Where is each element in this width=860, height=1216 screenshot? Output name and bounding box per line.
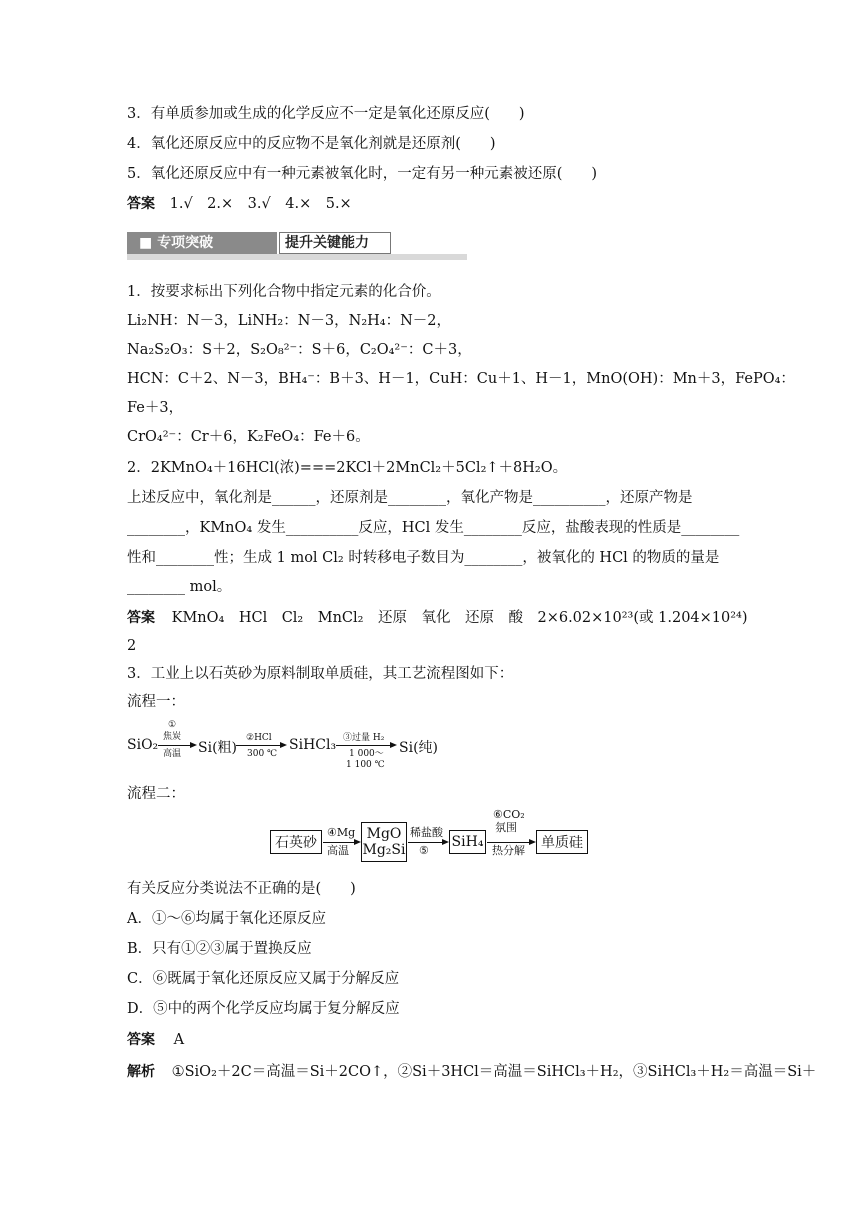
answer-label: 答案 [127,610,155,626]
q1-stem: 1．按要求标出下列化合物中指定元素的化合价。 [127,284,441,300]
flow1-arrowhead-1 [190,742,197,748]
flow1-arrow-2 [236,745,280,746]
flow2-mgo: MgO [366,826,402,842]
analysis-text: ①SiO₂＋2C＝高温＝Si＋2CO↑，②Si＋3HCl＝高温＝SiHCl₃＋H₂，③SiHCl₃＋H₂＝高温＝Si＋ [171,1064,817,1080]
q2-answer [127,608,748,628]
flow2-box-silicon: 单质硅 [536,830,588,854]
flow1-arrow-3 [336,745,390,746]
flow1-c1-mid: 焦炭 [163,732,182,742]
flow2-c1-bot: 高温 [327,844,349,857]
flow2-box-mgo [361,822,407,862]
answer-text: 1.√ 2.× 3.√ 4.× 5.× [169,196,352,212]
flow2-arrowhead-1 [354,839,361,845]
q2-line-2: ________，KMnO₄ 发生__________反应，HCl 发生________反应，盐酸表现的性质是________ [127,520,740,536]
flow1-arrowhead-3 [390,742,397,748]
flow1-arrow-1 [158,745,190,746]
answer-text: KMnO₄ HCl Cl₂ MnCl₂ 还原 氧化 还原 酸 2×6.02×10²³(或 1.204×10²⁴) [171,610,748,626]
flow1-si-crude: Si(粗) [198,740,237,756]
flow1-c3-bot2: 1 100 ℃ [346,760,385,770]
flow2-c3-top1: ⑥CO₂ [493,808,525,821]
answer-text: A [173,1032,185,1048]
q1-line-4: Fe＋3， [127,400,184,416]
flow1-c2-bot: 300 ℃ [247,749,278,759]
flow2-box-sih4: SiH₄ [449,830,486,854]
banner-title: ■ 专项突破 [139,235,214,251]
flow1-c3-bot1: 1 000～ [349,749,384,759]
flow1-c1-bot: 高温 [163,749,182,759]
flow2-c2-bot: ⑤ [419,844,429,857]
flow1-arrowhead-2 [280,742,287,748]
q1-line-5: CrO₄²⁻：Cr＋6，K₂FeO₄：Fe＋6。 [127,429,370,445]
flow1-sio2: SiO₂ [127,737,159,753]
analysis-label: 解析 [127,1064,155,1080]
q2-line-1: 上述反应中，氧化剂是______，还原剂是________，氧化产物是__________，还原产物是 [127,490,693,506]
q3-stem: 3．工业上以石英砂为原料制取单质硅，其工艺流程图如下： [127,666,514,682]
answer-label: 答案 [127,196,155,212]
flow2-arrow-2 [408,842,442,843]
q3-answer [127,1030,184,1050]
flow2-c2-top: 稀盐酸 [410,826,443,839]
flow1-c1-top: ① [168,720,177,730]
judgement-item-3: 3．有单质参加或生成的化学反应不一定是氧化还原反应( ) [127,106,525,122]
option-c: C．⑥既属于氧化还原反应又属于分解反应 [127,971,400,987]
flow2-c3-top2: 氛围 [495,821,517,834]
flow2-arrow-1 [323,842,354,843]
flow1-c2-top: ②HCl [246,733,272,743]
banner-subtitle: 提升关键能力 [285,235,369,251]
flow1-c3-top: ③过量 H₂ [343,733,385,743]
q1-line-1: Li₂NH：N－3，LiNH₂：N－3，N₂H₄：N－2， [127,313,452,329]
flow2-arrowhead-3 [529,839,536,845]
flow1-label: 流程一： [127,694,185,710]
q2-line-3: 性和________性；生成 1 mol Cl₂ 时转移电子数目为________，被氧化的 HCl 的物质的量是 [127,550,720,566]
flow1-si-pure: Si(纯) [399,740,438,756]
q2-stem: 2．2KMnO₄＋16HCl(浓)===2KCl＋2MnCl₂＋5Cl₂↑＋8H₂O。 [127,460,568,476]
flow2-c1-top: ④Mg [327,826,356,839]
answer-label: 答案 [127,1032,155,1048]
judgement-answer [127,194,352,214]
flow2-arrowhead-2 [442,839,449,845]
judgement-item-5: 5．氧化还原反应中有一种元素被氧化时，一定有另一种元素被还原( ) [127,166,598,182]
flow1-sihcl3: SiHCl₃ [289,737,337,753]
q2-line-4: ________ mol。 [127,579,232,595]
flow2-c3-bot: 热分解 [492,844,525,857]
q3-analysis [127,1062,816,1082]
judgement-item-4: 4．氧化还原反应中的反应物不是氧化剂就是还原剂( ) [127,136,496,152]
flow2-arrow-3 [487,842,529,843]
flow2-mg2si: Mg₂Si [362,842,406,858]
option-b: B．只有①②③属于置换反应 [127,941,312,957]
option-a: A．①～⑥均属于氧化还原反应 [127,911,326,927]
q1-line-3: HCN：C＋2、N－3，BH₄⁻：B＋3、H－1，CuH：Cu＋1、H－1，MnO(OH)：Mn＋3，FePO₄： [127,371,795,387]
option-d: D．⑤中的两个化学反应均属于复分解反应 [127,1001,400,1017]
q3-ask: 有关反应分类说法不正确的是( ) [127,881,356,897]
q1-line-2: Na₂S₂O₃：S＋2，S₂O₈²⁻：S＋6，C₂O₄²⁻：C＋3， [127,342,472,358]
q2-answer-cont: 2 [127,638,137,654]
flow2-label: 流程二： [127,786,185,802]
flow2-box-quartz: 石英砂 [270,830,322,854]
section-banner [127,232,467,260]
